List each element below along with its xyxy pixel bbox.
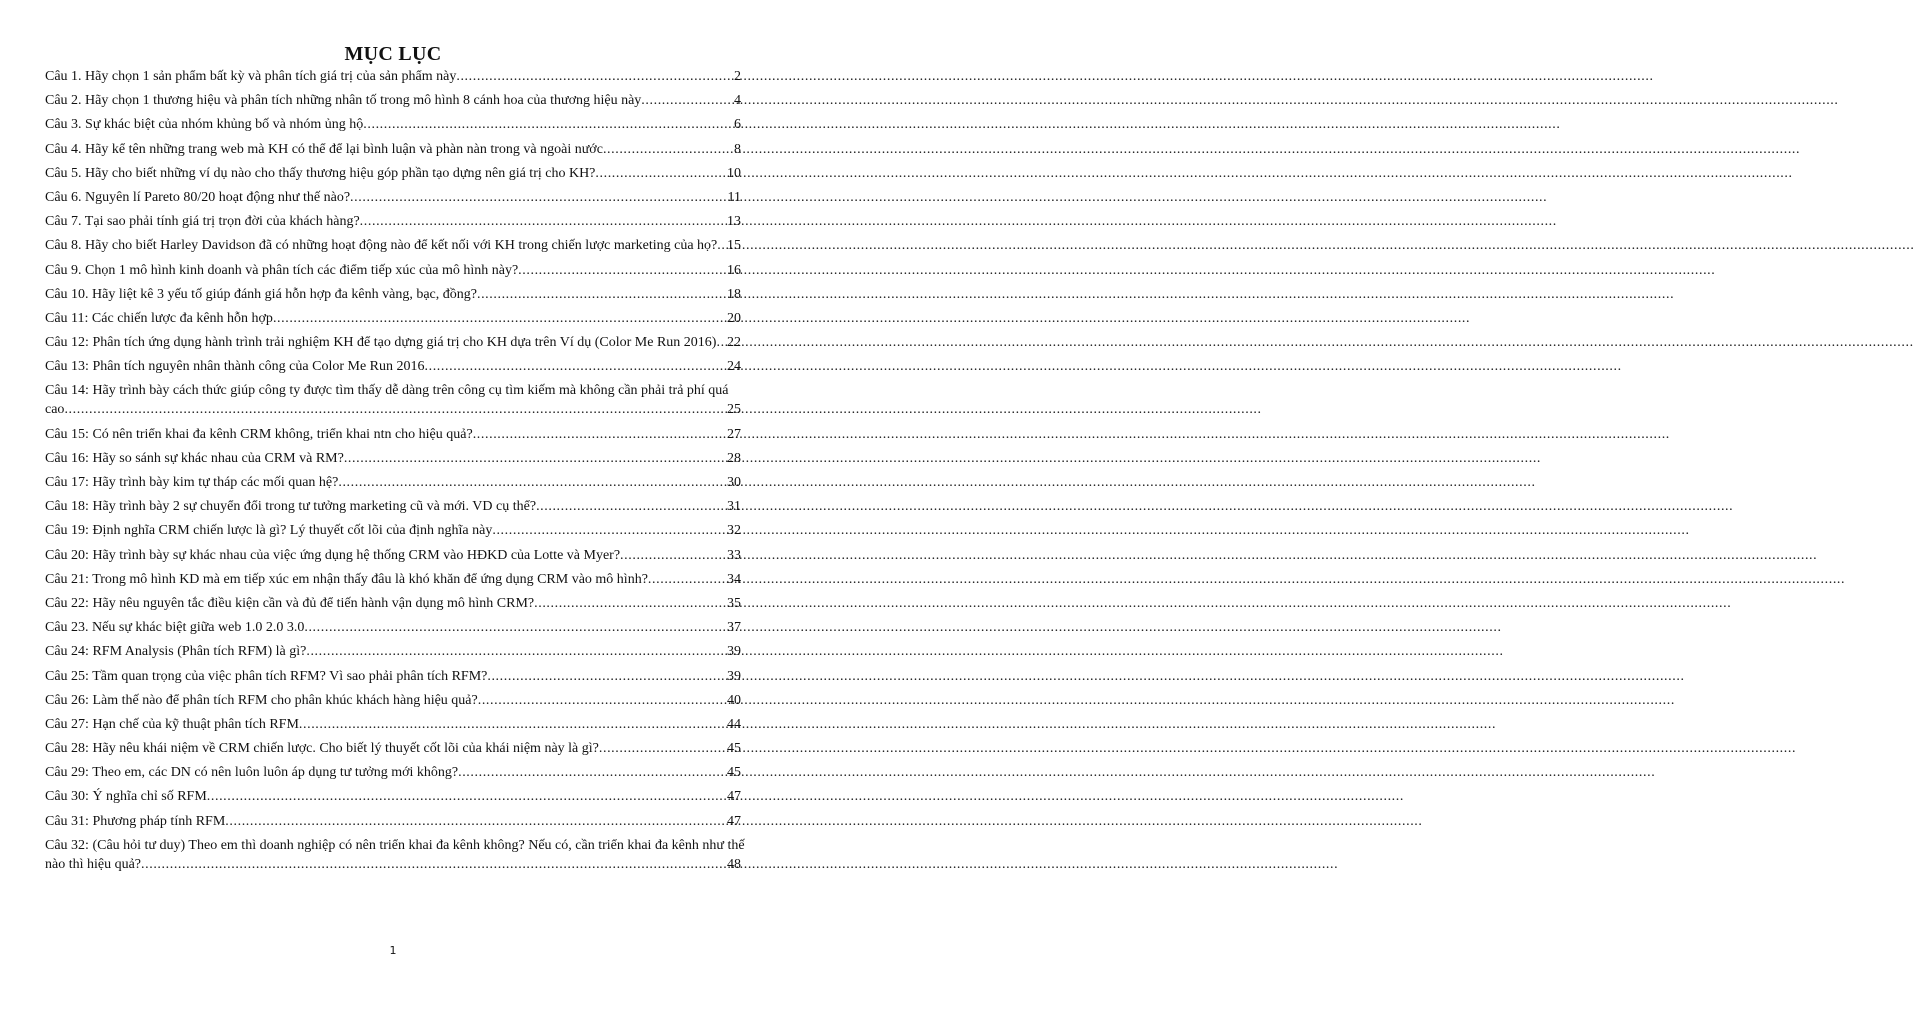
toc-entry-page: 31 [727, 499, 741, 515]
toc-entry-title: Câu 31: Phương pháp tính RFM [45, 813, 226, 829]
toc-entry-title: Câu 16: Hãy so sánh sự khác nhau của CRM và RM? [45, 450, 344, 466]
toc-leader-dots [458, 763, 726, 782]
toc-entry[interactable] [45, 261, 741, 280]
toc-entry-title: Câu 2. Hãy chọn 1 thương hiệu và phân tích những nhân tố trong mô hình 8 cánh hoa của thương hiệu này [45, 93, 642, 109]
toc-entry[interactable] [45, 67, 741, 86]
toc-entry-title: Câu 3. Sự khác biệt của nhóm khủng bố và nhóm ủng hộ [45, 117, 364, 133]
toc-entry[interactable] [45, 357, 741, 376]
table-of-contents [45, 67, 745, 879]
toc-entry[interactable] [45, 642, 741, 661]
toc-leader-dots [599, 739, 726, 758]
toc-leader-dots [207, 787, 726, 806]
toc-entry[interactable] [45, 188, 741, 207]
toc-entry-page: 27 [727, 426, 741, 442]
toc-entry-page: 24 [727, 359, 741, 375]
toc-leader-dots [306, 642, 726, 661]
toc-leader-dots [299, 715, 726, 734]
toc-leader-dots [641, 91, 733, 110]
toc-entry-page: 28 [727, 450, 741, 466]
toc-entry-page: 18 [727, 286, 741, 302]
toc-entry[interactable] [45, 594, 741, 613]
toc-entry-title: Câu 4. Hãy kể tên những trang web mà KH có thể để lại bình luận và phàn nàn trong và ngoài nước [45, 141, 603, 157]
toc-entry-page: 44 [727, 716, 741, 732]
toc-entry[interactable] [45, 521, 741, 540]
toc-entry-title: Câu 24: RFM Analysis (Phân tích RFM) là gì? [45, 644, 307, 660]
toc-entry-title: Câu 23. Nếu sự khác biệt giữa web 1.0 2.0 3.0 [45, 620, 305, 636]
toc-entry-page: 30 [727, 475, 741, 490]
toc-entry[interactable] [45, 425, 741, 444]
toc-entry-page: 13 [727, 214, 741, 230]
toc-entry-page: 10 [727, 165, 741, 181]
toc-leader-dots [487, 667, 726, 686]
toc-leader-dots [363, 115, 733, 134]
toc-leader-dots [273, 309, 726, 328]
toc-entry-title: Câu 28: Hãy nêu khái niệm về CRM chiến lược. Cho biết lý thuyết cốt lõi của khái niệm này là gì? [45, 741, 599, 757]
toc-entry-page: 25 [727, 402, 741, 418]
toc-entry-title: Câu 12: Phân tích ứng dụng hành trình trải nghiệm KH để tạo dựng giá trị cho KH dựa trên Ví dụ (Color Me Run 2016) [45, 335, 717, 351]
toc-entry-page: 47 [727, 813, 741, 829]
toc-leader-dots [478, 691, 726, 710]
toc-entry-page: 37 [727, 620, 741, 636]
toc-leader-dots [536, 497, 726, 516]
toc-leader-dots [304, 618, 726, 637]
toc-entry[interactable] [45, 309, 741, 328]
toc-entry[interactable] [45, 497, 741, 516]
toc-entry[interactable] [45, 715, 741, 734]
toc-entry[interactable] [45, 836, 745, 874]
toc-leader-dots [473, 425, 726, 444]
toc-leader-dots [518, 261, 726, 280]
toc-entry[interactable] [45, 763, 741, 782]
toc-entry-page: 39 [727, 668, 741, 684]
toc-entry[interactable] [45, 164, 741, 183]
toc-leader-dots [477, 285, 726, 304]
toc-leader-dots [534, 594, 726, 613]
toc-leader-dots [64, 400, 726, 419]
toc-entry-page: 48 [727, 856, 741, 872]
toc-entry[interactable] [45, 787, 741, 806]
page-number: 1 [389, 944, 397, 957]
toc-leader-dots [338, 473, 726, 492]
toc-entry-page: 2 [734, 69, 741, 84]
toc-entry-page: 39 [727, 644, 741, 660]
toc-entry-title: Câu 17: Hãy trình bày kim tự tháp các mối quan hệ? [45, 475, 339, 490]
toc-leader-dots [603, 140, 733, 159]
toc-entry-page: 16 [727, 262, 741, 278]
toc-entry-page: 15 [727, 238, 741, 254]
toc-entry-title: Câu 26: Làm thế nào để phân tích RFM cho phân khúc khách hàng hiệu quả? [45, 692, 478, 708]
toc-entry-title-continued: cao [45, 402, 65, 418]
toc-entry-title: Câu 13: Phân tích nguyên nhân thành công của Color Me Run 2016 [45, 359, 425, 375]
toc-entry[interactable] [45, 381, 741, 419]
toc-leader-dots [225, 812, 726, 831]
toc-entry[interactable] [45, 212, 741, 231]
toc-entry[interactable] [45, 739, 741, 758]
toc-entry[interactable] [45, 667, 741, 686]
toc-entry-page: 45 [727, 741, 741, 757]
toc-entry-page: 40 [727, 692, 741, 708]
toc-entry-title: Câu 1. Hãy chọn 1 sản phẩm bất kỳ và phân tích giá trị của sản phẩm này [45, 69, 457, 84]
toc-leader-dots [492, 521, 726, 540]
toc-entry[interactable] [45, 473, 741, 492]
toc-entry-title: Câu 21: Trong mô hình KD mà em tiếp xúc em nhận thấy đâu là khó khăn để ứng dụng CRM vào mô hình? [45, 571, 648, 587]
toc-entry[interactable] [45, 285, 741, 304]
toc-leader-dots [425, 357, 727, 376]
toc-entry-title: Câu 15: Có nên triển khai đa kênh CRM không, triển khai ntn cho hiệu quả? [45, 426, 473, 442]
toc-entry-title: Câu 19: Định nghĩa CRM chiến lược là gì? Lý thuyết cốt lõi của định nghĩa này [45, 523, 493, 539]
toc-leader-dots [456, 67, 733, 86]
toc-leader-dots [717, 236, 726, 255]
toc-leader-dots [360, 212, 726, 231]
toc-entry[interactable] [45, 812, 741, 831]
toc-leader-dots [648, 570, 726, 589]
toc-entry-page: 20 [727, 310, 741, 326]
toc-leader-dots [716, 333, 726, 352]
toc-entry-page: 33 [727, 547, 741, 563]
toc-entry[interactable] [45, 140, 741, 159]
toc-entry-title: Câu 10. Hãy liệt kê 3 yếu tố giúp đánh giá hỗn hợp đa kênh vàng, bạc, đồng? [45, 286, 477, 302]
toc-leader-dots [141, 855, 726, 874]
toc-entry-title: Câu 22: Hãy nêu nguyên tắc điều kiện cần và đủ để tiến hành vận dụng mô hình CRM? [45, 595, 535, 611]
toc-entry-title: Câu 25: Tầm quan trọng của việc phân tích RFM? Vì sao phải phân tích RFM? [45, 668, 488, 684]
toc-entry-page: 32 [727, 523, 741, 539]
toc-entry-page: 35 [727, 595, 741, 611]
toc-entry-title: Câu 30: Ý nghĩa chỉ số RFM [45, 789, 207, 805]
toc-entry-page: 34 [727, 571, 741, 587]
toc-entry-title: Câu 14: Hãy trình bày cách thức giúp công ty được tìm thấy dễ dàng trên công cụ tìm kiếm mà không cần phải trả phí quá [45, 383, 729, 399]
toc-entry[interactable] [45, 691, 741, 710]
toc-entry-page: 11 [727, 189, 741, 205]
toc-entry[interactable] [45, 236, 741, 255]
toc-leader-dots [344, 449, 726, 468]
toc-entry-title: Câu 27: Hạn chế của kỹ thuật phân tích RFM [45, 716, 299, 732]
toc-entry-page: 6 [734, 117, 741, 133]
toc-leader-dots [350, 188, 726, 207]
toc-entry-title: Câu 8. Hãy cho biết Harley Davidson đã có những hoạt động nào để kết nối với KH trong chiến lược marketing của họ? [45, 238, 718, 254]
toc-entry-title: Câu 5. Hãy cho biết những ví dụ nào cho thấy thương hiệu góp phần tạo dựng nên giá trị cho KH? [45, 165, 596, 181]
toc-entry[interactable] [45, 91, 741, 110]
toc-entry-title: Câu 9. Chọn 1 mô hình kinh doanh và phân tích các điểm tiếp xúc của mô hình này? [45, 262, 519, 278]
page-title: MỤC LỤC [344, 43, 442, 65]
toc-entry-title: Câu 6. Nguyên lí Pareto 80/20 hoạt động như thế nào? [45, 189, 351, 205]
toc-entry-title: Câu 32: (Câu hỏi tư duy) Theo em thì doanh nghiệp có nên triển khai đa kênh không? Nếu có, cần triển khai đa kênh như thế [45, 837, 745, 853]
toc-entry-page: 8 [734, 141, 741, 157]
toc-entry[interactable] [45, 115, 741, 134]
toc-entry-page: 47 [727, 789, 741, 805]
toc-entry-title: Câu 11: Các chiến lược đa kênh hỗn hợp [45, 310, 273, 326]
toc-leader-dots [595, 164, 726, 183]
toc-entry-page: 4 [734, 93, 741, 109]
toc-entry-title: Câu 18: Hãy trình bày 2 sự chuyển đổi trong tư tưởng marketing cũ và mới. VD cụ thể? [45, 499, 537, 515]
toc-entry-title: Câu 20: Hãy trình bày sự khác nhau của việc ứng dụng hệ thống CRM vào HĐKD của Lotte và Myer? [45, 547, 621, 563]
toc-entry[interactable] [45, 618, 741, 637]
toc-entry-title-continued: nào thì hiệu quả? [45, 856, 142, 872]
toc-entry-page: 22 [727, 335, 741, 351]
toc-entry[interactable] [45, 333, 741, 352]
toc-entry[interactable] [45, 570, 741, 589]
toc-entry-title: Câu 7. Tại sao phải tính giá trị trọn đời của khách hàng? [45, 214, 360, 230]
toc-entry-page: 45 [727, 765, 741, 781]
toc-leader-dots [620, 546, 726, 565]
toc-entry[interactable] [45, 449, 741, 468]
toc-entry-title: Câu 29: Theo em, các DN có nên luôn luôn áp dụng tư tưởng mới không? [45, 765, 459, 781]
toc-entry[interactable] [45, 546, 741, 565]
